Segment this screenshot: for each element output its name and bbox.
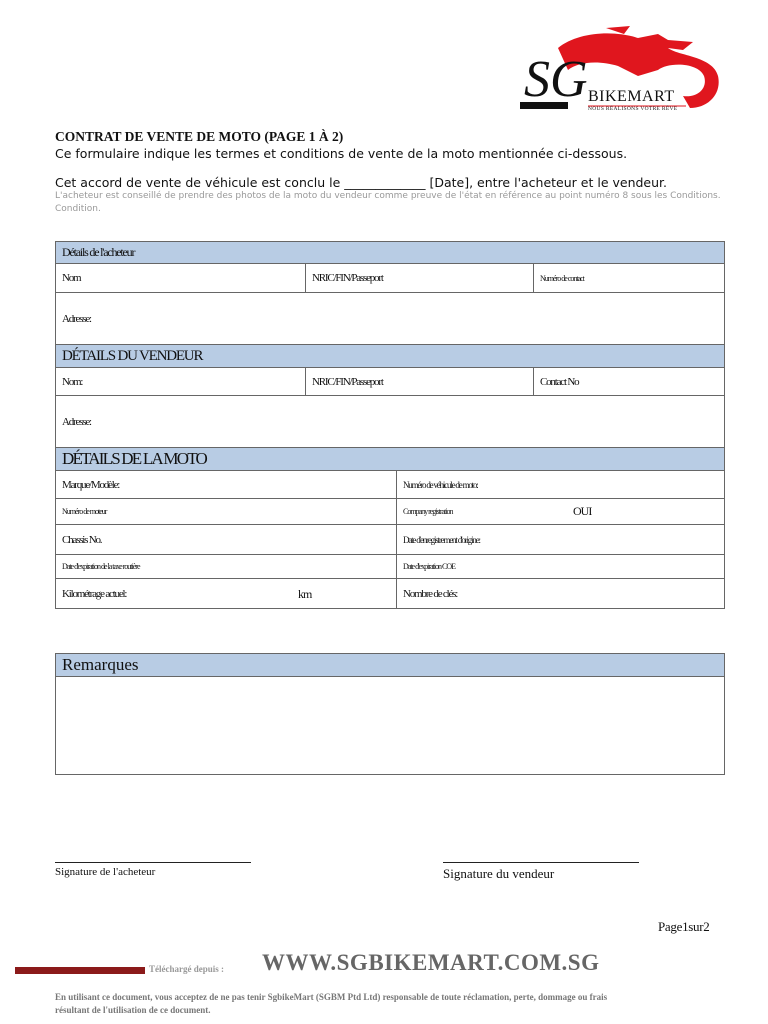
seller-contact-field[interactable]: Contact No — [540, 375, 579, 388]
company-registration-field[interactable] — [397, 499, 724, 524]
bike-row-5 — [55, 579, 725, 609]
page-number: Page1sur2 — [658, 919, 710, 934]
bike-heading: DÉTAILS DE LA MOTO — [62, 449, 206, 468]
buyer-signature-line[interactable] — [55, 862, 251, 863]
contract-title: CONTRAT DE VENTE DE MOTO (PAGE 1 À 2) — [55, 129, 344, 144]
bike-row-3 — [55, 525, 725, 555]
company-logo — [518, 26, 728, 118]
buyer-section-header — [55, 241, 725, 264]
agreement-line: Cet accord de vente de véhicule est conclu le _____________ [Date], entre l'acheteur et le vendeur. — [55, 175, 668, 190]
original-registration-date-field[interactable]: Date d'enregistrement d'origine: — [403, 534, 480, 545]
buyer-contact-field[interactable]: Numéro de contact — [540, 273, 584, 283]
buyer-signature-label: Signature de l'acheteur — [55, 866, 156, 878]
seller-signature-label: Signature du vendeur — [443, 866, 555, 881]
seller-row-2 — [55, 396, 725, 448]
make-model-field[interactable]: Marque/Modèle: — [56, 471, 397, 498]
logo-brand: BIKEMART — [588, 88, 675, 105]
bike-row-2 — [55, 499, 725, 525]
logo-tagline: NOUS RÉALISONS VOTRE RÊVE — [588, 106, 678, 112]
buyer-id-field[interactable]: NRIC/FIN/Passeport — [306, 264, 534, 292]
seller-name-field[interactable]: Nom: — [56, 368, 306, 395]
website-link[interactable]: WWW.SGBIKEMART.COM.SG — [262, 950, 600, 975]
seller-heading: DÉTAILS DU VENDEUR — [62, 347, 203, 364]
seller-address-field[interactable]: Adresse: — [62, 415, 91, 428]
seller-row-1 — [55, 368, 725, 396]
photo-advice: L'acheteur est conseillé de prendre des photos de la moto du vendeur comme preuve de l'état en référence au point numéro 8 sous les Conditions. Condition. — [55, 191, 721, 214]
remarks-textarea[interactable] — [55, 677, 725, 775]
details-form — [55, 241, 725, 609]
seller-id-field[interactable]: NRIC/FIN/Passeport — [306, 368, 534, 395]
number-of-keys-field[interactable]: Nombre de clés: — [403, 587, 458, 600]
buyer-row-1 — [55, 264, 725, 293]
buyer-address-field[interactable]: Adresse: — [62, 312, 91, 325]
remarks-section — [55, 653, 725, 775]
coe-expiry-field[interactable]: Date d'expiration COE — [403, 562, 455, 571]
seller-signature-line[interactable] — [443, 862, 639, 863]
chassis-number-field[interactable]: Chassis No. — [56, 525, 397, 554]
road-tax-expiry-field[interactable]: Date d'expiration de la taxe routière — [56, 555, 397, 578]
disclaimer-text: En utilisant ce document, vous acceptez de ne pas tenir SgbikeMart (SGBM Ptd Ltd) responsable de toute réclamation, perte, dommage ou frais résultant de l'utilisation de ce document. — [55, 992, 608, 1015]
km-unit: km — [298, 587, 312, 601]
footer-accent-bar — [15, 967, 145, 974]
contract-subtitle: Ce formulaire indique les termes et conditions de vente de la moto mentionnée ci-dessous. — [55, 146, 628, 161]
remarks-heading: Remarques — [55, 653, 725, 677]
buyer-row-2 — [55, 293, 725, 345]
mileage-field[interactable] — [56, 579, 397, 608]
mileage-label: Kilométrage actuel: — [62, 587, 127, 600]
oui-option[interactable]: OUI — [573, 504, 592, 518]
seller-section-header — [55, 345, 725, 368]
svg-text:SG: SG — [524, 51, 588, 108]
downloaded-from-label: Téléchargé depuis : — [149, 964, 224, 974]
bike-section-header — [55, 448, 725, 471]
buyer-name-field[interactable]: Nom — [56, 264, 306, 292]
bike-row-4 — [55, 555, 725, 579]
company-registration-label: Company registration — [403, 507, 453, 516]
bike-row-1 — [55, 471, 725, 499]
buyer-heading: Détails de l'acheteur — [62, 245, 135, 259]
engine-number-field[interactable]: Numéro de moteur — [56, 499, 397, 524]
vehicle-number-field[interactable]: Numéro de véhicule de moto: — [403, 479, 478, 490]
